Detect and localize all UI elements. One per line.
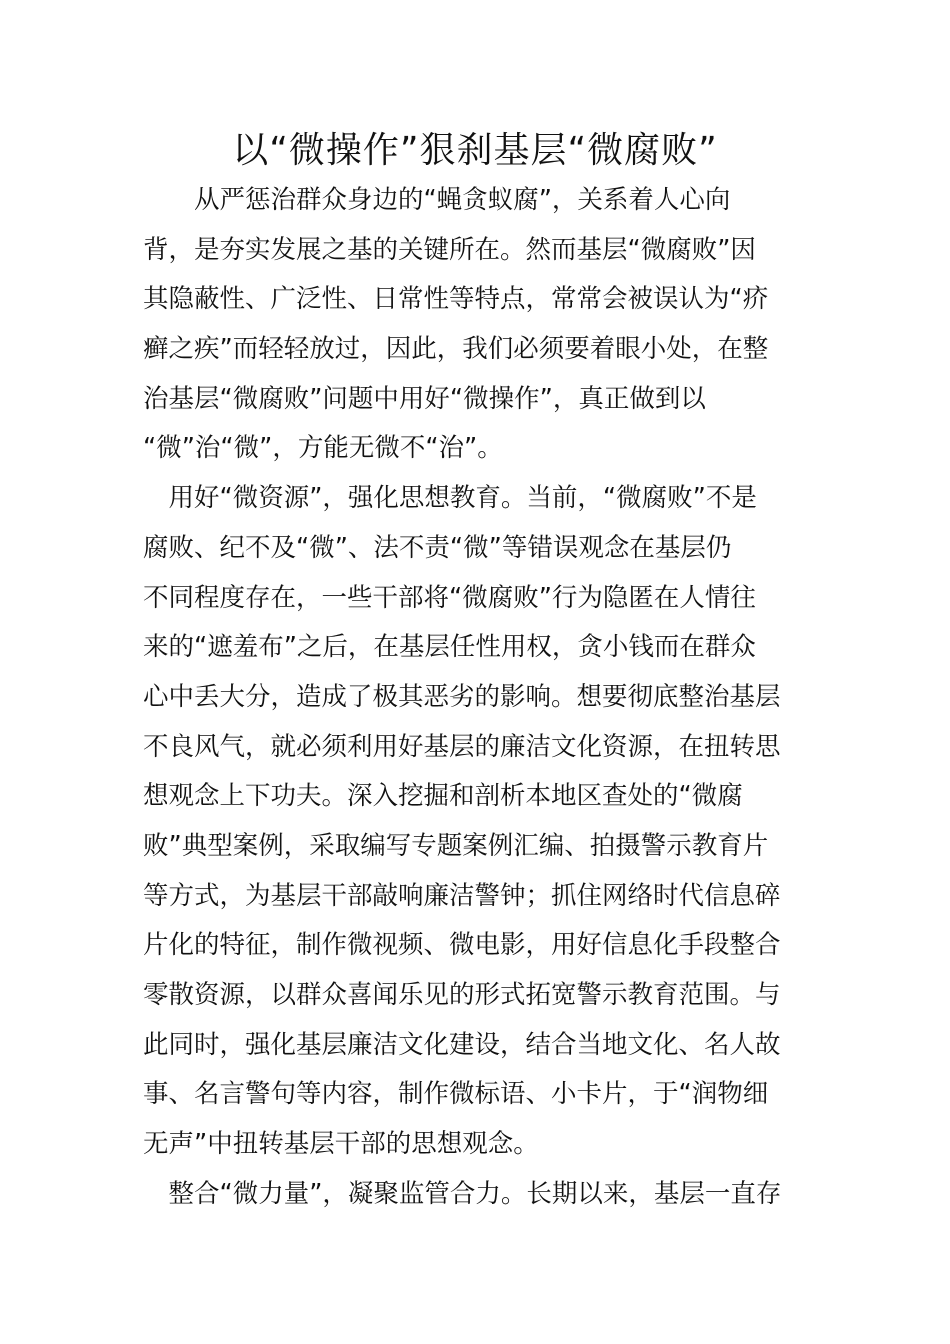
text-line: 来的“遮羞布”之后，在基层任性用权，贪小钱而在群众 (143, 632, 756, 663)
document-title: 以“微操作”狠刹基层“微腐败” (232, 130, 718, 171)
text-line: 从严惩治群众身边的“蝇贪蚁腐”，关系着人心向 (143, 185, 731, 215)
text-line: 不同程度存在，一些干部将“微腐败”行为隐匿在人情往 (143, 582, 756, 613)
text-line: 想观念上下功夫。深入挖掘和剖析本地区查处的“微腐 (143, 781, 743, 812)
text-line: 片化的特征，制作微视频、微电影，用好信息化手段整合 (143, 930, 781, 961)
paragraph-1 (143, 176, 813, 474)
text-line: 用好“微资源”，强化思想教育。当前，“微腐败”不是 (143, 483, 757, 514)
text-line: 败”典型案例，采取编写专题案例汇编、拍摄警示教育片 (143, 830, 769, 861)
text-line: 背，是夯实发展之基的关键所在。然而基层“微腐败”因 (143, 234, 756, 265)
text-line: 零散资源，以群众喜闻乐见的形式拓宽警示教育范围。与 (143, 980, 781, 1010)
text-line: 癣之疾”而轻轻放过，因此，我们必须要着眼小处，在整 (143, 334, 769, 365)
text-line: 整合“微力量”，凝聚监管合力。长期以来，基层一直存 (143, 1178, 782, 1209)
document-body (143, 176, 813, 1219)
text-line: “微”治“微”，方能无微不“治”。 (143, 433, 503, 464)
text-line: 心中丢大分，造成了极其恶劣的影响。想要彻底整治基层 (143, 681, 781, 712)
text-line: 等方式，为基层干部敲响廉洁警钟；抓住网络时代信息碎 (143, 880, 781, 911)
text-line: 此同时，强化基层廉洁文化建设，结合当地文化、名人故 (143, 1029, 781, 1060)
text-line: 治基层“微腐败”问题中用好“微操作”，真正做到以 (143, 383, 706, 414)
text-line: 不良风气，就必须利用好基层的廉洁文化资源，在扭转思 (143, 731, 781, 762)
text-line: 腐败、纪不及“微”、法不责“微”等错误观念在基层仍 (143, 532, 732, 563)
paragraph-2 (143, 474, 813, 1170)
text-line: 无声”中扭转基层干部的思想观念。 (143, 1129, 539, 1160)
paragraph-3 (143, 1170, 813, 1220)
text-line: 其隐蔽性、广泛性、日常性等特点，常常会被误认为“疥 (143, 284, 769, 315)
text-line: 事、名言警句等内容，制作微标语、小卡片，于“润物细 (143, 1079, 769, 1110)
